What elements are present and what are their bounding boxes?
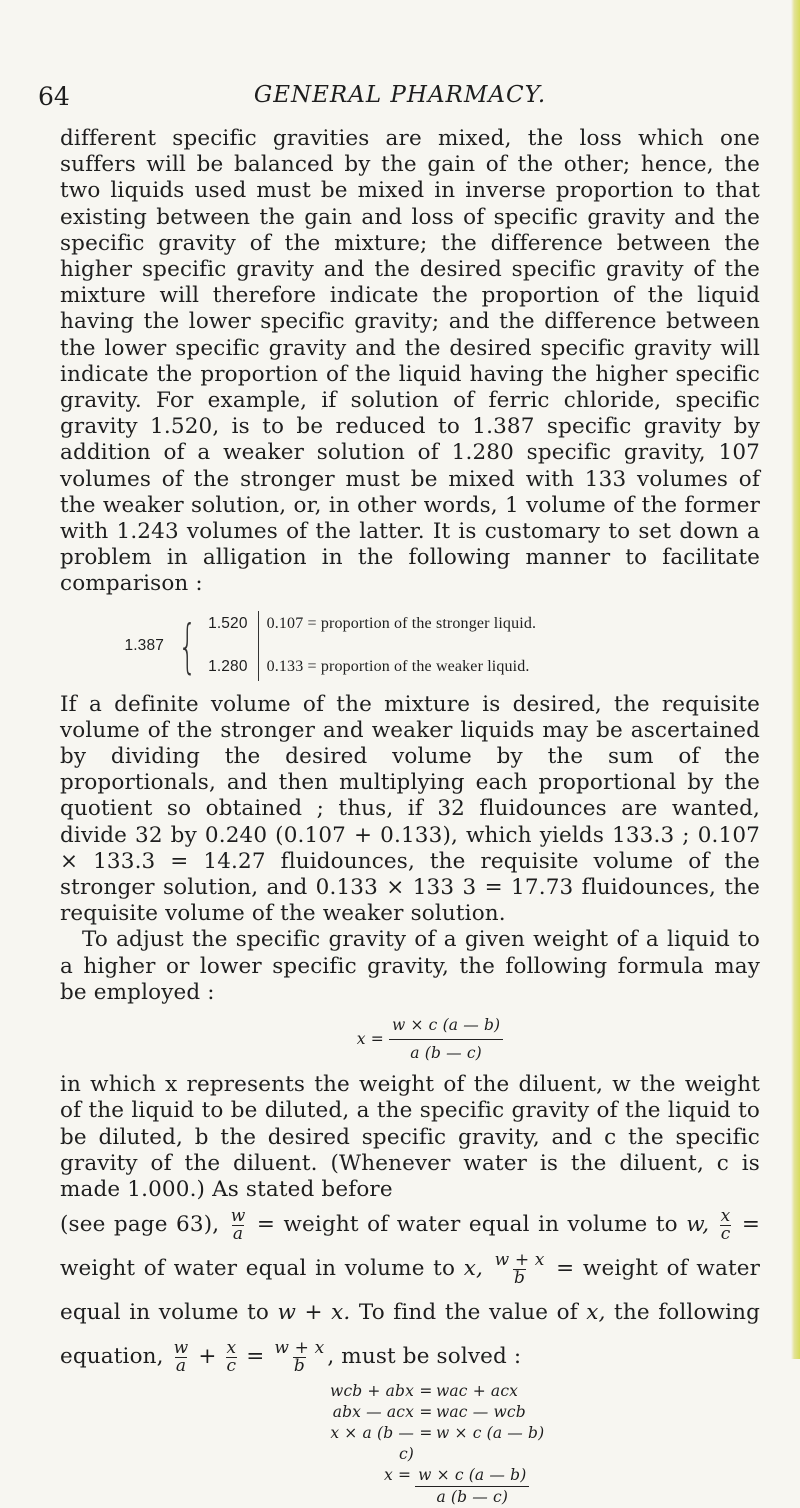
step-right: wac + acx <box>436 1382 519 1401</box>
text: , must be solved : <box>327 1344 522 1370</box>
alligation-values <box>208 611 259 681</box>
paragraph: To adjust the specific gravity of a given weight of a liquid to a higher or lower specific gravity, the following formula may be employed : <box>60 927 760 1005</box>
equation-step <box>328 1423 760 1465</box>
equation-steps <box>328 1381 760 1508</box>
equation-final <box>384 1465 760 1508</box>
stronger-proportion: 0.107 = proportion of the stronger liquid. <box>266 614 537 632</box>
variable: x, <box>586 1300 606 1326</box>
fraction-den: a <box>232 1223 244 1244</box>
step-left: wcb + abx <box>330 1382 414 1401</box>
text: of water equal in volume to <box>143 1256 456 1282</box>
page-number: 64 <box>38 82 70 111</box>
equation-step <box>328 1402 760 1423</box>
text: volume to <box>158 1300 269 1326</box>
page-header <box>0 82 800 122</box>
paragraph: If a definite volume of the mixture is desired, the requisite volume of the stronger and weaker liquids may be ascertained by dividing the desired volume by the sum of the proportionals, and then multiplying each proportional by the quotient so obtained ; thus, if 32 fluidounces are wanted, divide 32 by 0.240 (0.107 + 0.133), which yields 133.3 ; 0.107 × 133.3 = 14.27 fluidounces, the requisite volume of the stronger solution, and 0.133 × 133 3 = 17.73 fluidounces, the requisite volume of the weaker solution. <box>60 691 760 927</box>
fraction-den: a <box>175 1355 187 1376</box>
text: = weight of water equal in <box>60 1256 761 1326</box>
page-body <box>60 126 760 1508</box>
fraction-num: w <box>230 1205 246 1226</box>
fraction <box>173 1337 190 1376</box>
fraction <box>494 1249 546 1288</box>
fraction-num: w + x <box>274 1337 325 1358</box>
step-left: abx — acx <box>332 1403 414 1422</box>
alligation-proportions <box>259 611 537 681</box>
brace-glyph: { <box>178 611 197 680</box>
step-equals: = <box>419 1403 433 1422</box>
alligation-table <box>112 600 760 692</box>
weaker-proportion: 0.133 = proportion of the weaker liquid. <box>266 658 530 676</box>
fraction <box>225 1337 237 1376</box>
fraction-num: x <box>720 1205 731 1226</box>
step-left: x × a (b — c) <box>330 1424 414 1464</box>
formula-denominator: a (b — c) <box>436 1488 509 1507</box>
fraction-num: x <box>226 1337 237 1358</box>
text: the following equation, <box>60 1300 761 1370</box>
fraction-num: w + x <box>494 1249 545 1270</box>
step-right: wac — wcb <box>436 1403 526 1422</box>
equation-step <box>328 1381 760 1402</box>
alligation-lower: 1.280 <box>208 658 248 676</box>
fraction <box>720 1205 732 1244</box>
formula-numerator: w × c (a — b) <box>415 1465 529 1487</box>
paragraph-fractions: (see page 63), $\frac{w}{a}$ = weight of water equal in volume to w, $\frac{x}{c}$ = weight of water equal in volume to x, $\frac{w + x}{b}$ = weight of water equal in volume to w + x. To find the value of x, the following equation, $\frac{w}{a}$ + $\frac{x}{c}$ = $\frac{w + x}{b}$ , must be solved : <box>60 1205 761 1376</box>
running-title: GENERAL PHARMACY. <box>253 82 547 108</box>
variable: w + x. <box>277 1300 351 1326</box>
formula-denominator: a (b — c) <box>410 1043 482 1062</box>
paragraph: in which x represents the weight of the diluent, w the weight of the liquid to be diluted, a the specific gravity of the liquid to be diluted, b the desired specific gravity, and c the specific gravity of the diluent. (Whenever water is the diluent, c is made 1.000.) As stated before <box>60 1072 760 1202</box>
text: To find the value of <box>358 1300 578 1326</box>
fraction <box>273 1337 325 1376</box>
fraction-den: b <box>514 1267 526 1288</box>
formula <box>100 1006 760 1072</box>
step-equals: = <box>419 1424 433 1443</box>
variable: x, <box>463 1256 483 1282</box>
fraction-den: c <box>720 1223 731 1244</box>
formula-numerator: w × c (a — b) <box>389 1012 503 1039</box>
formula-fraction <box>389 1012 503 1065</box>
formula-lhs: x = <box>356 1029 384 1048</box>
step-right: w × c (a — b) <box>436 1424 545 1443</box>
fraction <box>230 1205 247 1244</box>
fraction-den: b <box>293 1355 305 1376</box>
alligation-mean: 1.387 <box>124 636 164 654</box>
step-equals: = <box>419 1382 433 1401</box>
paragraph: different specific gravities are mixed, the loss which one suffers will be balanced by the gain of the other; hence, the two liquids used must be mixed in inverse proportion to that existing between the gain and loss of specific gravity and the specific gravity of the mixture; the difference between the higher specific gravity and the desired specific gravity of the mixture will therefore indicate the proportion of the liquid having the lower specific gravity; and the difference between the lower specific gravity and the desired specific gravity will indicate the proportion of the liquid having the higher specific gravity. For example, if solution of ferric chloride, specific gravity 1.520, is to be reduced to 1.387 specific gravity by addition of a weaker solution of 1.280 specific gravity, 107 volumes of the stronger must be mixed with 133 volumes of the weaker solution, or, in other words, 1 volume of the former with 1.243 volumes of the latter. It is customary to set down a problem in alligation in the following manner to facilitate comparison : <box>60 126 760 597</box>
text: = weight <box>60 1212 761 1282</box>
page-edge <box>791 0 800 1359</box>
text: (see page 63), <box>60 1212 220 1238</box>
fraction-num: w <box>173 1337 189 1358</box>
fraction-den: c <box>226 1355 237 1376</box>
formula-fraction <box>415 1465 529 1508</box>
formula-lhs: x = <box>384 1466 412 1485</box>
text: = weight of water equal in volume to <box>256 1212 678 1238</box>
alligation-higher: 1.520 <box>208 614 248 632</box>
variable: w, <box>686 1212 710 1238</box>
